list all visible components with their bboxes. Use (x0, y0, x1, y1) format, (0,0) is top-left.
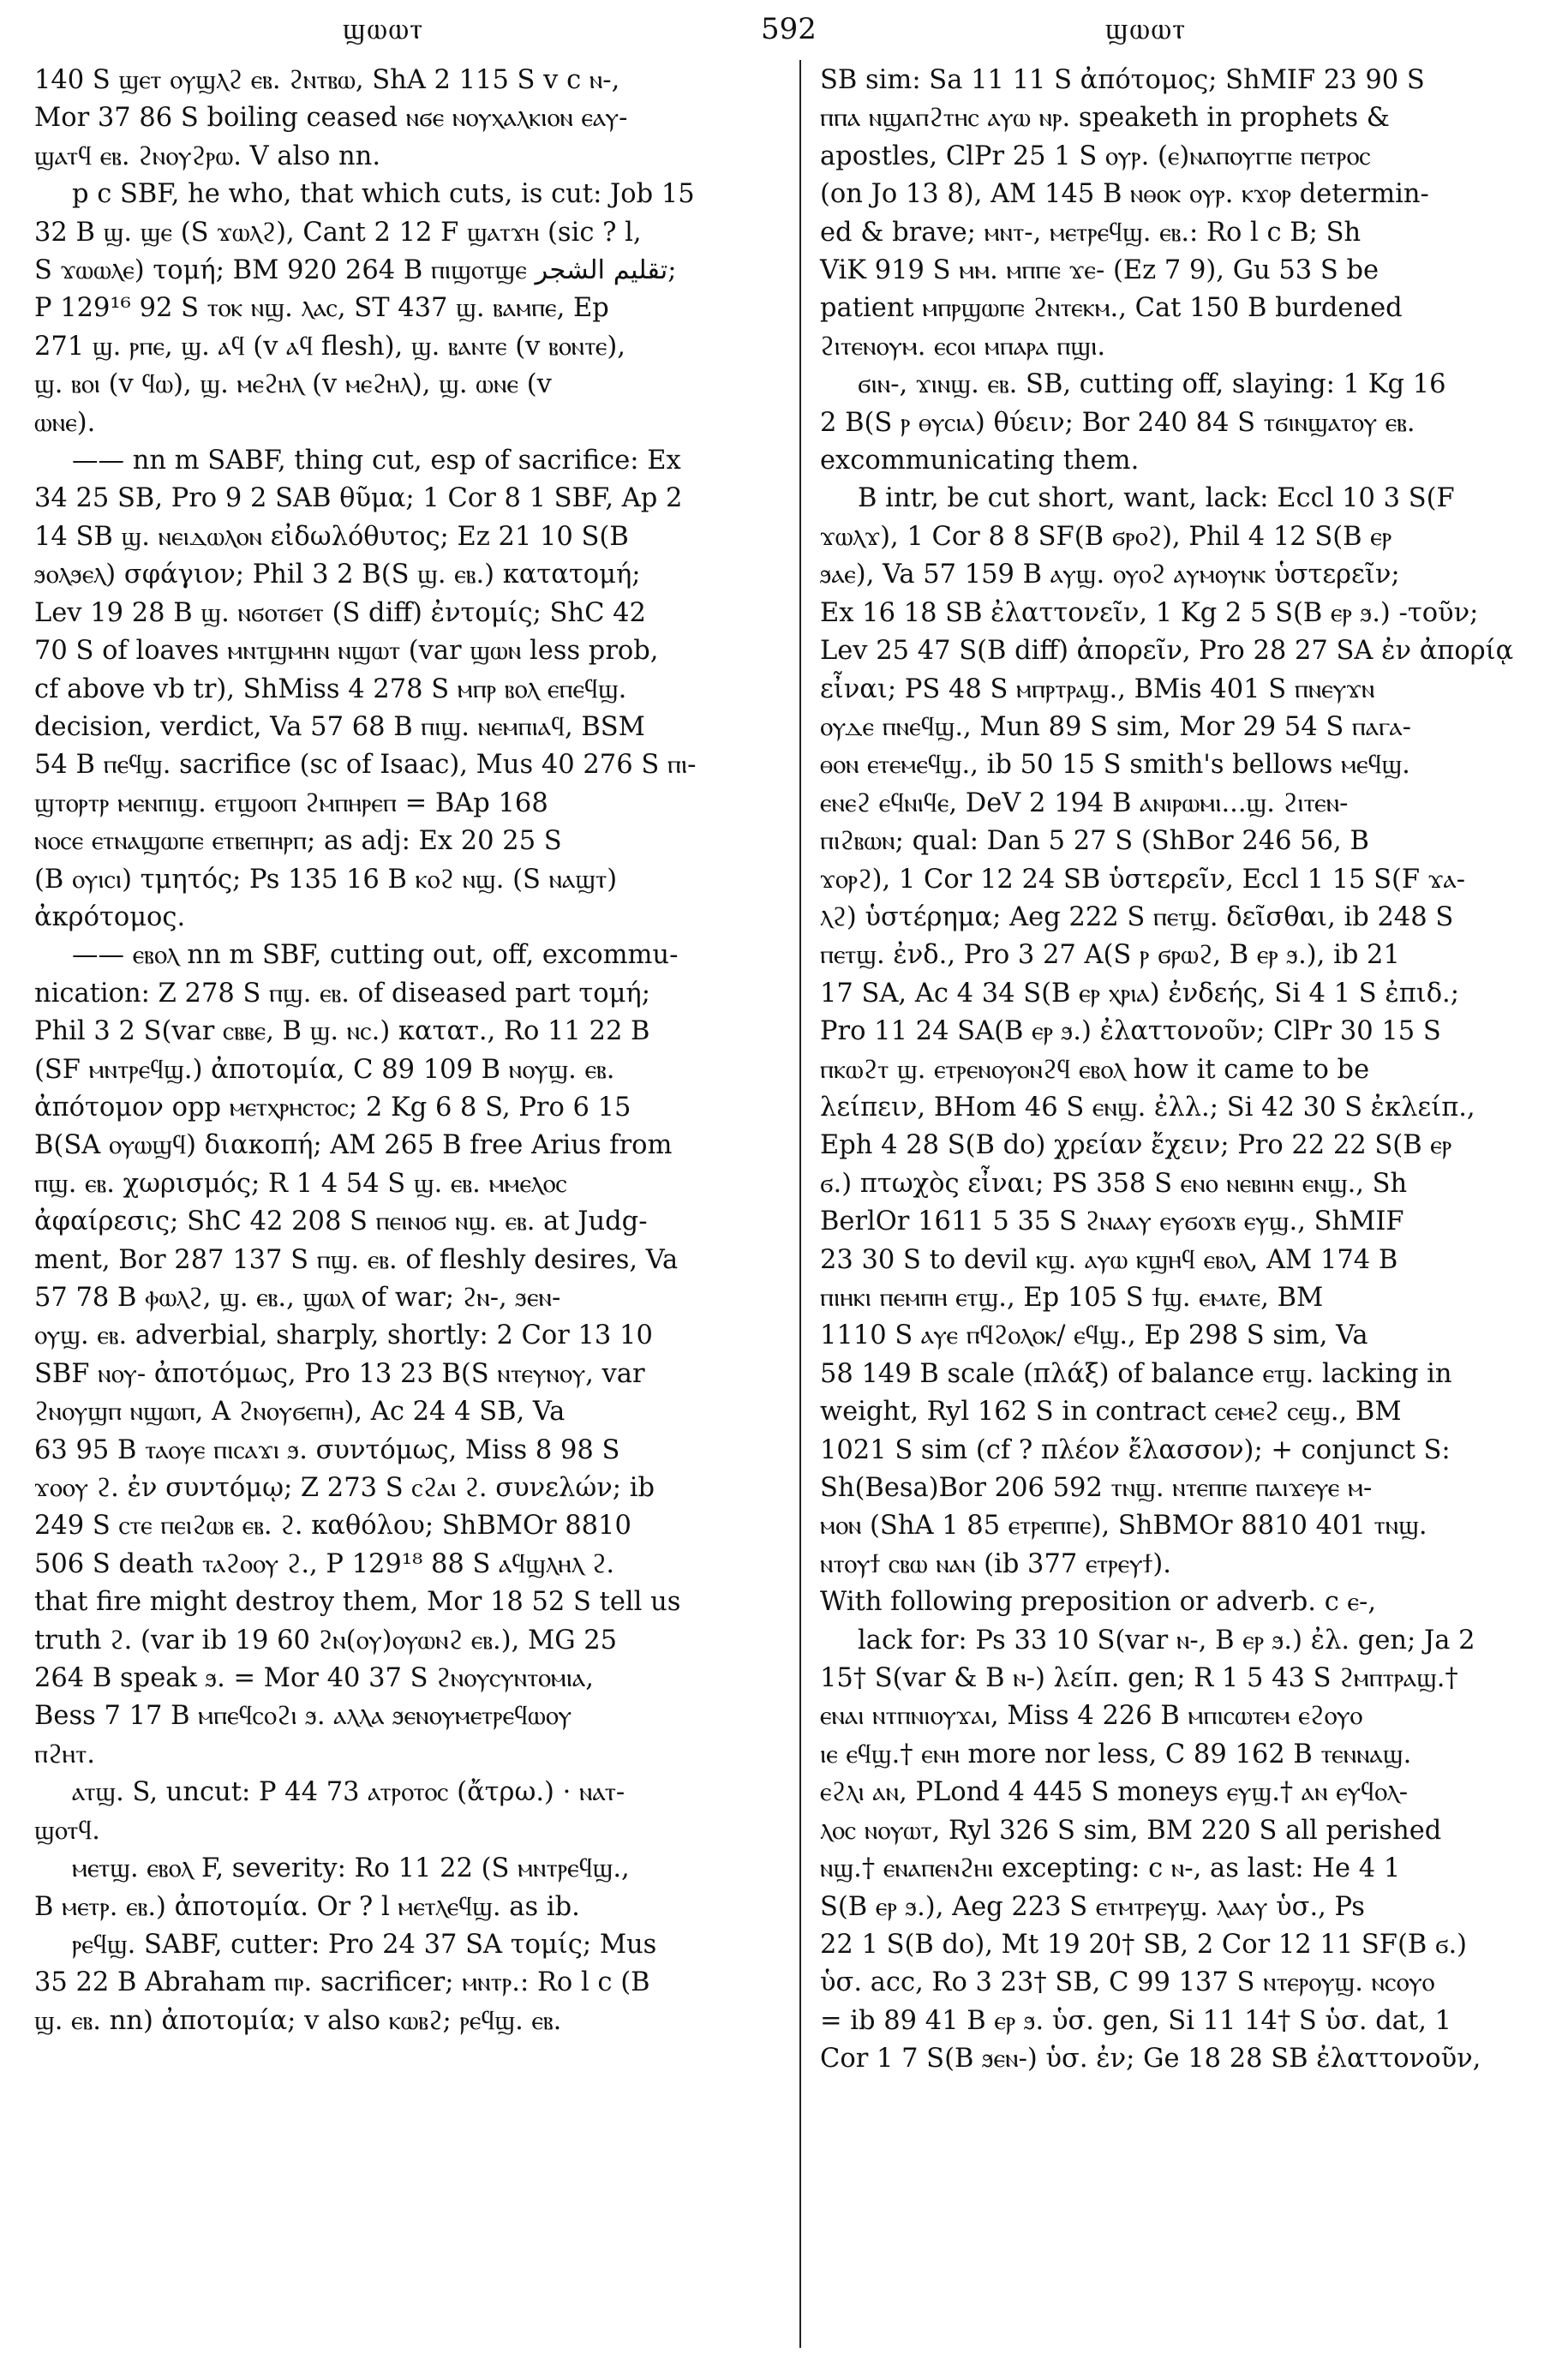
entry-line: nication: Z 278 S ⲡϣ. ⲉⲃ. of diseased part τομή; (34, 978, 650, 1009)
entry-line: Pro 11 24 SA(B ⲉⲣ ϧ.) ἐλαττονοῦν; ClPr 30 15 S (820, 1016, 1441, 1047)
entry-line: P 129¹⁶ 92 S ⲧⲟⲕ ⲛϣ. ⲗⲁⲥ, ST 437 ϣ. ⲃⲁⲙⲡⲉ, Ep (34, 293, 609, 324)
entry-line: ⲡⲕⲱϩⲧ ϣ. ⲉⲧⲣⲉⲛⲟⲩⲟⲛϩϥ ⲉⲃⲟⲗ how it came to be (820, 1054, 1370, 1085)
entry-line: With following preposition or adverb. c ⲉ-, (820, 1587, 1377, 1618)
entry-line: Cor 1 7 S(B ϧⲉⲛ-) ὑσ. ἐν; Ge 18 28 SB ἐλαττονοῦν, (820, 2044, 1481, 2075)
entry-line: cf above vb tr), ShMiss 4 278 S ⲙⲡⲣ ⲃⲟⲗ ⲉⲡⲉϥϣ. (34, 674, 627, 704)
entry-line: λείπειν, BHom 46 S ⲉⲛϣ. ἐλλ.; Si 42 30 S ἐκλείπ., (820, 1092, 1475, 1123)
entry-line: ϭ.) πτωχὸς εἶναι; PS 358 S ⲉⲛⲟ ⲛⲉⲃⲓⲏⲛ ⲉⲛϣ., Sh (820, 1168, 1408, 1199)
entry-line: 1110 S ⲁⲩⲉ ⲡϥϩⲟⲗⲟⲕ/ ⲉϥϣ., Ep 298 S sim, Va (820, 1320, 1368, 1351)
entry-line: 249 S ⲥⲧⲉ ⲡⲉⲓϩⲱⲃ ⲉⲃ. ϩ. καθόλου; ShBMOr 8810 (34, 1511, 631, 1542)
entry-line: ⲡϣ. ⲉⲃ. χωρισμός; R 1 4 54 S ϣ. ⲉⲃ. ⲙⲙⲉⲗⲟⲥ (34, 1168, 567, 1199)
entry-line: 32 B ϣ. ϣⲉ (S ϫⲱⲗϩ), Cant 2 12 F ϣⲁⲧϫⲏ (sic ? l, (34, 217, 642, 248)
entry-line: excommunicating them. (820, 446, 1140, 476)
entry-line: 140 S ϣⲉⲧ ⲟⲩϣⲗϩ ⲉⲃ. ϩⲛⲧⲃⲱ, ShA 2 115 S v c ⲛ-, (34, 65, 620, 95)
entry-line: apostles, ClPr 25 1 S ⲟⲩⲣ. (ⲉ)ⲛⲁⲡⲟⲩⲅⲡⲉ ⲡⲉⲧⲣⲟⲥ (820, 141, 1371, 171)
entry-line: ϣⲁⲧϥ ⲉⲃ. ϩⲛⲟⲩϩⲣⲱ. V also nn. (34, 141, 381, 171)
entry-line: ϣ. ⲃⲟⲓ (v ϥⲱ), ϣ. ⲙⲉϩⲏⲗ (v ⲙⲉϩⲏⲗ), ϣ. ⲱⲛⲉ (v (34, 369, 552, 400)
entry-line: S(B ⲉⲣ ϧ.), Aeg 223 S ⲉⲧⲙⲧⲣⲉⲩϣ. ⲗⲁⲁⲩ ὑσ., Ps (820, 1891, 1365, 1922)
entry-line: 14 SB ϣ. ⲛⲉⲓⲇⲱⲗⲟⲛ εἰδωλόθυτος; Ez 21 10 S(B (34, 521, 629, 552)
entry-line: ⲁⲧϣ. S, uncut: P 44 73 ⲁⲧⲣⲟⲧⲟⲥ (ἄτρω.) · ⲛⲁⲧ- (72, 1777, 625, 1808)
entry-line: 15† S(var & B ⲛ-) λείπ. gen; R 1 5 43 S ϩⲙⲡⲧⲣⲁϣ.† (820, 1663, 1458, 1694)
entry-line: patient ⲙⲡⲣϣⲱⲡⲉ ϩⲛⲧⲉⲕⲙ., Cat 150 B burdened (820, 293, 1403, 324)
entry-line: ἀπότομον opp ⲙⲉⲧⲭⲣⲏⲥⲧⲟⲥ; 2 Kg 6 8 S, Pro 6 15 (34, 1092, 631, 1123)
entry-line: ϩⲛⲟⲩϣⲡ ⲛϣⲱⲡ, A ϩⲛⲟⲩϭⲉⲡⲏ), Ac 24 4 SB, Va (34, 1397, 566, 1428)
entry-line: (B ⲟⲩⲓⲥⲓ) τμητός; Ps 135 16 B ⲕⲟϩ ⲛϣ. (S ⲛⲁϣⲧ) (34, 864, 618, 895)
entry-line: 57 78 B ⲫⲱⲗϩ, ϣ. ⲉⲃ., ϣⲱⲗ of war; ϩⲛ-, ϧⲉⲛ- (34, 1283, 561, 1313)
entry-line: ⲛⲧⲟⲩϯ ⲥⲃⲱ ⲛⲁⲛ (ib 377 ⲉⲧⲣⲉⲩϯ). (820, 1548, 1171, 1579)
entry-line: ⲣⲉϥϣ. SABF, cutter: Pro 24 37 SA τομίς; Mus (72, 1929, 657, 1960)
entry-line: ϣⲧⲟⲣⲧⲣ ⲙⲉⲛⲡⲓϣ. ⲉⲧϣⲟⲟⲡ ϩⲙⲡⲏⲣⲉⲡ = BAp 168 (34, 787, 548, 818)
entry-line: p c SBF, he who, that which cuts, is cut: Job 15 (72, 179, 695, 210)
entry-line: ⲡⲓⲏⲕⲓ ⲡⲉⲙⲡⲏ ⲉⲧϣ., Ep 105 S ϯϣ. ⲉⲙⲁⲧⲉ, BM (820, 1283, 1324, 1313)
entry-line: 271 ϣ. ⲣⲡⲉ, ϣ. ⲁϥ (v ⲁϥ flesh), ϣ. ⲃⲁⲛⲧⲉ (v ⲃⲟⲛⲧⲉ), (34, 331, 625, 362)
headword-left: ϣⲱⲱⲧ (343, 12, 424, 46)
entry-line: ⲛϣ.† ⲉⲛⲁⲡⲉⲛϩⲏⲓ excepting: c ⲛ-, as last: He 4 1 (820, 1853, 1401, 1884)
entry-line: ⲉⲛⲉϩ ⲉϥⲛⲓϥⲉ, DeV 2 194 B ⲁⲛⲓⲣⲱⲙⲓ...ϣ. ϩⲓⲧⲉⲛ- (820, 787, 1349, 818)
entry-line: BerlOr 1611 5 35 S ϩⲛⲁⲁⲩ ⲉⲩϭⲟϫⲃ ⲉⲩϣ., ShMIF (820, 1206, 1404, 1237)
entry-line: ⲙⲉⲧϣ. ⲉⲃⲟⲗ F, severity: Ro 11 22 (S ⲙⲛⲧⲣⲉϥϣ., (72, 1853, 630, 1884)
entry-line: ⲱⲛⲉ). (34, 407, 96, 438)
entry-line: ϫⲟⲣϩ), 1 Cor 12 24 SB ὑστερεῖν, Eccl 1 15 S(F ϫⲁ- (820, 864, 1466, 895)
entry-line: ⲡⲓϩⲃⲱⲛ; qual: Dan 5 27 S (ShBor 246 56, B (820, 826, 1369, 857)
entry-line: (SF ⲙⲛⲧⲣⲉϥϣ.) ἀποτομία, C 89 109 B ⲛⲟⲩϣ. ⲉⲃ. (34, 1054, 615, 1085)
entry-line: 264 B speak ϧ. = Mor 40 37 S ϩⲛⲟⲩⲥⲩⲛⲧⲟⲙⲓⲁ, (34, 1663, 594, 1694)
entry-line: ϣⲟⲧϥ. (34, 1815, 100, 1846)
entry-line: —— nn m SABF, thing cut, esp of sacrifice: Ex (72, 446, 681, 476)
entry-line: ⲉⲛⲁⲓ ⲛⲧⲡⲛⲓⲟⲩϫⲁⲓ, Miss 4 226 B ⲙⲡⲓⲥⲱⲧⲉⲙ ⲉϩⲟⲩⲟ (820, 1701, 1363, 1732)
headword-right: ϣⲱⲱⲧ (1105, 12, 1187, 46)
entry-line: ⲓⲉ ⲉϥϣ.† ⲉⲛⲏ more nor less, C 89 162 B ⲧⲉⲛⲛⲁϣ. (820, 1739, 1412, 1769)
entry-line: Ex 16 18 SB ἐλαττονεῖν, 1 Kg 2 5 S(B ⲉⲣ ϧ.) -τοῦν; (820, 597, 1479, 628)
entry-line: (on Jo 13 8), AM 145 B ⲛⲑⲟⲕ ⲟⲩⲣ. ⲕϫⲟⲣ determin- (820, 179, 1429, 210)
entry-line: ⲛⲟⲥⲉ ⲉⲧⲛⲁϣⲱⲡⲉ ⲉⲧⲃⲉⲡⲏⲣⲡ; as adj: Ex 20 25 S (34, 826, 562, 857)
entry-line: weight, Ryl 162 S in contract ⲥⲉⲙⲉϩ ⲥⲉϣ., BM (820, 1397, 1402, 1428)
entry-line: ment, Bor 287 137 S ⲡϣ. ⲉⲃ. of fleshly desires, Va (34, 1244, 679, 1275)
entry-line: ϭⲓⲛ-, ϫⲓⲛϣ. ⲉⲃ. SB, cutting off, slaying: 1 Kg 16 (858, 369, 1446, 400)
entry-line: ⲗϩ) ὑστέρημα; Aeg 222 S ⲡⲉⲧϣ. δεῖσθαι, ib 248 S (820, 901, 1454, 932)
entry-line: B(SA ⲟⲩⲱϣϥ) διακοπή; AM 265 B free Arius from (34, 1130, 673, 1161)
entry-line: Lev 19 28 B ϣ. ⲛϭⲟⲧϭⲉⲧ (S diff) ἐντομίς; ShC 42 (34, 597, 646, 628)
entry-line: ἀκρότομος. (34, 901, 186, 932)
entry-line: Lev 25 47 S(B diff) ἀπορεῖν, Pro 28 27 SA ἐν ἀπορίᾳ (820, 636, 1514, 667)
entry-line: —— ⲉⲃⲟⲗ nn m SBF, cutting out, off, excommu- (72, 940, 679, 971)
entry-line: 34 25 SB, Pro 9 2 SAB θῦμα; 1 Cor 8 1 SBF, Ap 2 (34, 483, 683, 514)
entry-line: ⲡⲡⲁ ⲛϣⲁⲡϩⲧⲏⲥ ⲁⲩⲱ ⲛⲣ. speaketh in prophets & (820, 103, 1390, 134)
entry-line: ⲟⲩⲇⲉ ⲡⲛⲉϥϣ., Mun 89 S sim, Mor 29 54 S ⲡⲁⲅⲁ- (820, 711, 1411, 742)
entry-line: ϫⲟⲟⲩ ϩ. ἐν συντόμῳ; Z 273 S ⲥϩⲁⲓ ϩ. συνελών; ib (34, 1473, 655, 1504)
entry-line: ϣ. ⲉⲃ. nn) ἀποτομία; v also ⲕⲱⲃϩ; ⲣⲉϥϣ. ⲉⲃ. (34, 2005, 562, 2036)
entry-line: 506 S death ⲧⲁϩⲟⲟⲩ ϩ., P 129¹⁸ 88 S ⲁϥϣⲗⲏⲗ ϩ. (34, 1548, 615, 1579)
right-column (820, 62, 1567, 2079)
entry-line: 23 30 S to devil ⲕϣ. ⲁⲩⲱ ⲕϣⲏϥ ⲉⲃⲟⲗ, AM 174 B (820, 1244, 1398, 1275)
entry-line: ϧⲁⲉ), Va 57 159 B ⲁⲩϣ. ⲟⲩⲟϩ ⲁⲩⲙⲟⲩⲛⲕ ὑστερεῖν; (820, 560, 1400, 590)
entry-line: ⲡϩⲏⲧ. (34, 1739, 95, 1769)
entry-line: SB sim: Sa 11 11 S ἀπότομος; ShMIF 23 90 S (820, 65, 1425, 95)
entry-line: 2 B(S ⲣ ⲑⲩⲥⲓⲁ) θύειν; Bor 240 84 S ⲧϭⲓⲛϣⲁⲧⲟⲩ ⲉⲃ. (820, 407, 1415, 438)
page-header (0, 12, 1568, 55)
entry-line: 54 B ⲡⲉϥϣ. sacrifice (sc of Isaac), Mus 40 276 S ⲡⲓ- (34, 750, 697, 781)
entry-line: ⲗⲟⲥ ⲛⲟⲩⲱⲧ, Ryl 326 S sim, BM 220 S all perished (820, 1815, 1442, 1846)
page-number: 592 (761, 12, 817, 46)
entry-line: Sh(Besa)Bor 206 592 ⲧⲛϣ. ⲛⲧⲉⲡⲡⲉ ⲡⲁⲓϫⲉⲩⲉ ⲙ- (820, 1473, 1373, 1504)
column-divider (799, 60, 801, 2348)
entry-line: 17 SA, Ac 4 34 S(B ⲉⲣ ⲭⲣⲓⲁ) ἐνδεής, Si 4 1 S ἐπιδ.; (820, 978, 1460, 1009)
entry-line: 70 S of loaves ⲙⲛⲧϣⲙⲏⲛ ⲛϣⲱⲧ (var ϣⲱⲛ less prob, (34, 636, 659, 667)
entry-line: ViK 919 S ⲙⲙ. ⲙⲡⲡⲉ ϫⲉ- (Ez 7 9), Gu 53 S be (820, 255, 1379, 286)
entry-line: that fire might destroy them, Mor 18 52 S tell us (34, 1587, 681, 1618)
entry-line: ⲑⲟⲛ ⲉⲧⲉⲙⲉϥϣ., ib 50 15 S smith's bellows ⲙⲉϥϣ. (820, 750, 1410, 781)
entry-line: ϩⲓⲧⲉⲛⲟⲩⲙ. ⲉⲥⲟⲓ ⲙⲡⲁⲣⲁ ⲡϣⲓ. (820, 331, 1106, 362)
entry-line: 35 22 B Abraham ⲡⲓⲣ. sacrificer; ⲙⲛⲧⲣ.: Ro l c (B (34, 1967, 650, 1998)
entry-line: ἀφαίρεσις; ShC 42 208 S ⲡⲉⲓⲛⲟϭ ⲛϣ. ⲉⲃ. at Judg- (34, 1206, 648, 1237)
entry-line: lack for: Ps 33 10 S(var ⲛ-, B ⲉⲣ ϧ.) ἐλ. gen; Ja 2 (858, 1625, 1475, 1656)
entry-line: ⲡⲉⲧϣ. ἐνδ., Pro 3 27 A(S ⲣ ϭⲣⲱϩ, B ⲉⲣ ϧ.), ib 21 (820, 940, 1400, 971)
entry-line: 22 1 S(B do), Mt 19 20† SB, 2 Cor 12 11 SF(B ϭ.) (820, 1929, 1468, 1960)
entry-line: truth ϩ. (var ib 19 60 ϩⲛ(ⲟⲩ)ⲟⲩⲱⲛϩ ⲉⲃ.), MG 25 (34, 1625, 618, 1656)
entry-line: ⲙⲟⲛ (ShA 1 85 ⲉⲧⲣⲉⲡⲡⲉ), ShBMOr 8810 401 ⲧⲛϣ. (820, 1511, 1427, 1542)
entry-line: Mor 37 86 S boiling ceased ⲛϭⲉ ⲛⲟⲩⲭⲁⲗⲕⲓⲟⲛ ⲉⲁⲩ- (34, 103, 628, 134)
entry-line: Eph 4 28 S(B do) χρείαν ἔχειν; Pro 22 22 S(B ⲉⲣ (820, 1130, 1452, 1161)
entry-line: SBF ⲛⲟⲩ- ἀποτόμως, Pro 13 23 B(S ⲛⲧⲉⲩⲛⲟⲩ, var (34, 1358, 645, 1389)
entry-line: 58 149 B scale (πλάξ) of balance ⲉⲧϣ. lacking in (820, 1358, 1452, 1389)
entry-line: ϧⲟⲗϧⲉⲗ) σφάγιον; Phil 3 2 B(S ϣ. ⲉⲃ.) κατατομή; (34, 560, 641, 590)
entry-line: ὑσ. acc, Ro 3 23† SB, C 99 137 S ⲛⲧⲉⲣⲟⲩϣ. ⲛⲥⲟⲩⲟ (820, 1967, 1435, 1998)
entry-line: ϫⲱⲗϫ), 1 Cor 8 8 SF(B ϭⲣⲟϩ), Phil 4 12 S(B ⲉⲣ (820, 521, 1392, 552)
entry-line: ⲉϩⲗⲓ ⲁⲛ, PLond 4 445 S moneys ⲉⲩϣ.† ⲁⲛ ⲉⲩϥⲟⲗ- (820, 1777, 1409, 1808)
entry-line: ⲟⲩϣ. ⲉⲃ. adverbial, sharply, shortly: 2 Cor 13 10 (34, 1320, 653, 1351)
entry-line: decision, verdict, Va 57 68 B ⲡⲓϣ. ⲛⲉⲙⲡⲓⲁϥ, BSM (34, 711, 645, 742)
left-column (34, 62, 781, 2040)
entry-line: S ϫⲱⲱⲗⲉ) τομή; BM 920 264 B ⲡⲓϣⲟⲧϣⲉ تقليم الشجر; (34, 255, 677, 286)
entry-line: Bess 7 17 B ⲙⲡⲉϥⲥⲟϩⲓ ϧ. ⲁⲗⲗⲁ ϧⲉⲛⲟⲩⲙⲉⲧⲣⲉϥⲱⲟⲩ (34, 1701, 572, 1732)
entry-line: B ⲙⲉⲧⲣ. ⲉⲃ.) ἀποτομία. Or ? l ⲙⲉⲧⲗⲉϥϣ. as ib. (34, 1891, 580, 1922)
entry-line: 63 95 B ⲧⲁⲟⲩⲉ ⲡⲓⲥⲁϫⲓ ϧ. συντόμως, Miss 8 98 S (34, 1434, 620, 1465)
entry-line: Phil 3 2 S(var ⲥⲃⲃⲉ, B ϣ. ⲛⲥ.) καταт., Ro 11 22 B (34, 1016, 650, 1047)
entry-line: 1021 S sim (cf ? πλέον ἔλασσον); + conjunct S: (820, 1434, 1451, 1465)
entry-line: ed & brave; ⲙⲛⲧ-, ⲙⲉⲧⲣⲉϥϣ. ⲉⲃ.: Ro l c B; Sh (820, 217, 1362, 248)
entry-line: εἶναι; PS 48 S ⲙⲡⲣⲧⲣⲁϣ., BMis 401 S ⲡⲛⲉⲩϫⲛ (820, 674, 1375, 704)
entry-line: B intr, be cut short, want, lack: Eccl 10 3 S(F (858, 483, 1455, 514)
entry-line: = ib 89 41 B ⲉⲣ ϧ. ὑσ. gen, Si 11 14† S ὑσ. dat, 1 (820, 2005, 1452, 2036)
